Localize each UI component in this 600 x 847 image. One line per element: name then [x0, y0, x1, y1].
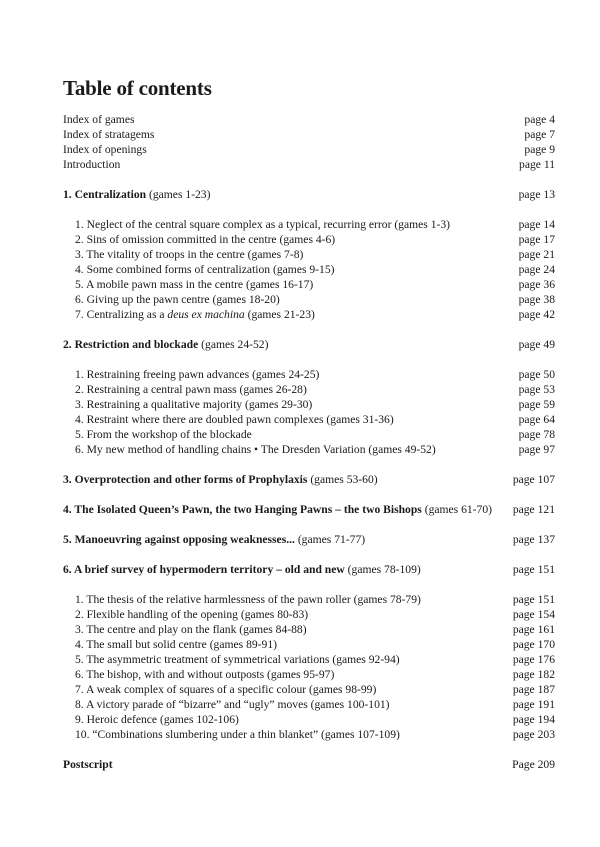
toc-page-number: page 38	[518, 293, 555, 306]
toc-page-number: page 53	[518, 383, 555, 396]
toc-entry-index-of-games[interactable]	[63, 112, 555, 127]
toc-page-number: Page 209	[512, 758, 555, 771]
chapter-heading[interactable]	[63, 472, 555, 487]
spacer	[63, 577, 555, 592]
page-title: Table of contents	[63, 76, 212, 100]
subsection-label	[63, 592, 421, 607]
subsection-label	[63, 697, 390, 712]
toc-page-number: page 107	[512, 473, 555, 486]
subsection-label	[63, 277, 313, 292]
toc-page-number: page 191	[512, 698, 555, 711]
toc-entry-label: Postscript	[63, 758, 113, 771]
chapter-list	[63, 187, 555, 757]
toc-page-number: page 24	[518, 263, 555, 276]
subsection-entry[interactable]	[63, 697, 555, 712]
subsection-label	[63, 682, 376, 697]
subsection-label	[63, 382, 307, 397]
subsection-label	[63, 712, 239, 727]
subsection-entry[interactable]	[63, 427, 555, 442]
toc-page-number: page 78	[518, 428, 555, 441]
subsection-text: 6. My new method of handling chains • The Dresden Variation (games 49-52)	[75, 443, 436, 456]
chapter-heading[interactable]	[63, 502, 555, 517]
chapter-heading[interactable]	[63, 337, 555, 352]
spacer	[63, 487, 555, 502]
toc-page-number: page 137	[512, 533, 555, 546]
subsection-label	[63, 607, 308, 622]
subsection-text: 5. The asymmetric treatment of symmetrical variations (games 92-94)	[75, 653, 400, 666]
spacer	[63, 352, 555, 367]
subsection-text: 3. The centre and play on the flank (games 84-88)	[75, 623, 307, 636]
toc-page-number: page 49	[518, 338, 555, 351]
subsection-entry[interactable]	[63, 247, 555, 262]
subsection-text: (games 21-23)	[244, 308, 315, 321]
toc-page-number: page 194	[512, 713, 555, 726]
subsection-entry[interactable]	[63, 727, 555, 742]
chapter-heading[interactable]	[63, 532, 555, 547]
spacer	[63, 322, 555, 337]
subsection-text: 4. The small but solid centre (games 89-91)	[75, 638, 277, 651]
subsection-entry[interactable]	[63, 397, 555, 412]
chapter-title: 6. A brief survey of hypermodern territory – old and new	[63, 563, 345, 576]
subsection-text: 2. Sins of omission committed in the centre (games 4-6)	[75, 233, 336, 246]
chapter-title: 2. Restriction and blockade	[63, 338, 199, 351]
toc-entry-index-of-stratagems[interactable]	[63, 127, 555, 142]
subsection-entry[interactable]	[63, 607, 555, 622]
subsection-label	[63, 292, 280, 307]
spacer	[63, 172, 555, 187]
subsection-label	[63, 427, 252, 442]
subsection-entry[interactable]	[63, 217, 555, 232]
subsection-text: 10. “Combinations slumbering under a thin blanket” (games 107-109)	[75, 728, 400, 741]
subsection-text: 8. A victory parade of “bizarre” and “ugly” moves (games 100-101)	[75, 698, 390, 711]
toc-page-number: page 21	[518, 248, 555, 261]
toc-page-number: page 187	[512, 683, 555, 696]
subsection-text: 1. The thesis of the relative harmlessness of the pawn roller (games 78-79)	[75, 593, 421, 606]
chapter-game-range: (games 78-109)	[344, 563, 421, 576]
toc-page-number: page 7	[524, 128, 555, 141]
chapter-game-range: (games 24-52)	[198, 338, 269, 351]
toc-page-number: page 42	[518, 308, 555, 321]
subsection-label	[63, 667, 334, 682]
toc-page-number: page 36	[518, 278, 555, 291]
toc-page-number: page 151	[512, 563, 555, 576]
subsection-label	[63, 262, 335, 277]
subsection-text: 2. Restraining a central pawn mass (games 26-28)	[75, 383, 307, 396]
chapter-title: 3. Overprotection and other forms of Prophylaxis	[63, 473, 308, 486]
subsection-entry[interactable]	[63, 637, 555, 652]
subsection-entry[interactable]	[63, 667, 555, 682]
subsection-entry[interactable]	[63, 292, 555, 307]
subsection-label	[63, 637, 277, 652]
subsection-text: 7. A weak complex of squares of a specific colour (games 98-99)	[75, 683, 377, 696]
toc-page-number: page 203	[512, 728, 555, 741]
subsection-text: 7. Centralizing as a	[75, 308, 168, 321]
table-of-contents	[63, 112, 555, 772]
front-matter-list	[63, 112, 555, 172]
subsection-text: 3. Restraining a qualitative majority (games 29-30)	[75, 398, 313, 411]
subsection-text: 4. Restraint where there are doubled pawn complexes (games 31-36)	[75, 413, 394, 426]
subsection-text: 6. Giving up the pawn centre (games 18-20)	[75, 293, 280, 306]
subsection-entry[interactable]	[63, 232, 555, 247]
subsection-entry[interactable]	[63, 277, 555, 292]
toc-page-number: page 11	[519, 158, 555, 171]
toc-page-number: page 13	[518, 188, 555, 201]
toc-entry-introduction[interactable]	[63, 157, 555, 172]
chapter-title: 1. Centralization	[63, 188, 147, 201]
chapter-game-range: (games 71-77)	[294, 533, 366, 546]
subsection-text: 6. The bishop, with and without outposts (games 95-97)	[75, 668, 335, 681]
toc-page-number: page 14	[518, 218, 555, 231]
chapter-game-range: (games 53-60)	[307, 473, 378, 486]
subsection-label	[63, 217, 450, 232]
subsection-entry[interactable]	[63, 622, 555, 637]
toc-page-number: page 50	[518, 368, 555, 381]
toc-page-number: page 59	[518, 398, 555, 411]
subsection-label	[63, 367, 319, 382]
subsection-text: 2. Flexible handling of the opening (games 80-83)	[75, 608, 309, 621]
subsection-entry[interactable]	[63, 262, 555, 277]
subsection-label	[63, 247, 303, 262]
subsection-text: 4. Some combined forms of centralization (games 9-15)	[75, 263, 335, 276]
subsection-entry[interactable]	[63, 442, 555, 457]
spacer	[63, 517, 555, 532]
subsection-label	[63, 442, 436, 457]
subsection-emphasis: deus ex machina	[167, 308, 245, 321]
subsection-entry[interactable]	[63, 592, 555, 607]
subsection-text: 5. From the workshop of the blockade	[75, 428, 252, 441]
toc-entry-postscript[interactable]	[63, 757, 555, 772]
toc-page-number: page 121	[512, 503, 555, 516]
subsection-entry[interactable]	[63, 412, 555, 427]
chapter-title: 5. Manoeuvring against opposing weaknesses...	[63, 533, 295, 546]
chapter-label	[63, 472, 378, 487]
subsection-entry[interactable]	[63, 367, 555, 382]
chapter-game-range: (games 1-23)	[146, 188, 211, 201]
subsection-text: 5. A mobile pawn mass in the centre (games 16-17)	[75, 278, 314, 291]
toc-entry-index-of-openings[interactable]	[63, 142, 555, 157]
toc-entry-label: Index of stratagems	[63, 128, 155, 141]
toc-entry-label: Index of openings	[63, 143, 147, 156]
chapter-label	[63, 502, 492, 517]
subsection-text: 3. The vitality of troops in the centre (games 7-8)	[75, 248, 304, 261]
chapter-heading[interactable]	[63, 187, 555, 202]
subsection-text: 9. Heroic defence (games 102-106)	[75, 713, 239, 726]
spacer	[63, 547, 555, 562]
toc-page-number: page 4	[524, 113, 555, 126]
chapter-heading[interactable]	[63, 562, 555, 577]
subsection-label	[63, 307, 315, 322]
toc-page-number: page 170	[512, 638, 555, 651]
chapter-label	[63, 562, 421, 577]
subsection-label	[63, 727, 400, 742]
toc-page-number: page 97	[518, 443, 555, 456]
subsection-entry[interactable]	[63, 712, 555, 727]
subsection-entry[interactable]	[63, 682, 555, 697]
subsection-label	[63, 397, 312, 412]
toc-page-number: page 17	[518, 233, 555, 246]
toc-page-number: page 176	[512, 653, 555, 666]
chapter-label	[63, 187, 210, 202]
spacer	[63, 742, 555, 757]
subsection-entry[interactable]	[63, 382, 555, 397]
spacer	[63, 202, 555, 217]
subsection-label	[63, 232, 335, 247]
toc-page-number: page 154	[512, 608, 555, 621]
subsection-label	[63, 622, 307, 637]
subsection-label	[63, 652, 400, 667]
toc-entry-label: Introduction	[63, 158, 121, 171]
spacer	[63, 457, 555, 472]
toc-page-number: page 161	[512, 623, 555, 636]
toc-page-number: page 182	[512, 668, 555, 681]
chapter-label	[63, 532, 365, 547]
chapter-title: 4. The Isolated Queen’s Pawn, the two Hanging Pawns – the two Bishops	[63, 503, 422, 516]
subsection-entry[interactable]	[63, 307, 555, 322]
toc-page-number: page 64	[518, 413, 555, 426]
subsection-text: 1. Neglect of the central square complex as a typical, recurring error (games 1-3)	[75, 218, 451, 231]
toc-page-number: page 151	[512, 593, 555, 606]
chapter-label	[63, 337, 268, 352]
chapter-game-range: (games 61-70)	[421, 503, 492, 516]
toc-page-number: page 9	[524, 143, 555, 156]
subsection-label	[63, 412, 394, 427]
subsection-text: 1. Restraining freeing pawn advances (games 24-25)	[75, 368, 320, 381]
subsection-entry[interactable]	[63, 652, 555, 667]
toc-entry-label: Index of games	[63, 113, 135, 126]
